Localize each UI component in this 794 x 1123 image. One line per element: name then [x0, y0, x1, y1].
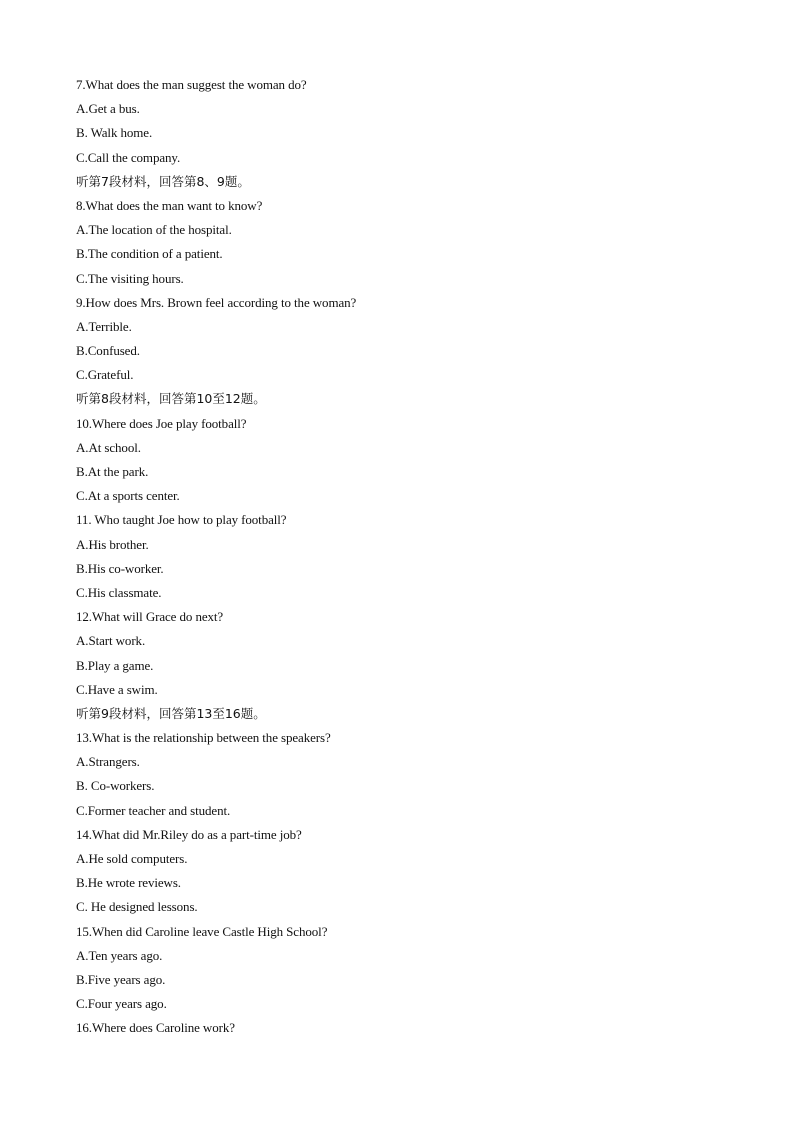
question-text: 8.What does the man want to know? [76, 197, 263, 213]
option-text: A.The location of the hospital. [76, 222, 232, 238]
option-text: A.Terrible. [76, 318, 132, 334]
option-text: C.Former teacher and student. [76, 802, 231, 818]
option-text: A.Ten years ago. [76, 947, 163, 963]
option-text: C.The visiting hours. [76, 270, 184, 286]
option-text: B. Co-workers. [76, 778, 155, 794]
section-instruction: 听第7段材料，回答第8、9题。 [76, 173, 250, 189]
option-text: A.Get a bus. [76, 101, 140, 117]
option-text: A.At school. [76, 439, 141, 455]
question-text: 16.Where does Caroline work? [76, 1020, 235, 1036]
question-text: 10.Where does Joe play football? [76, 415, 247, 431]
document-page [76, 73, 756, 1041]
option-text: B.The condition of a patient. [76, 246, 223, 262]
option-text: A.His brother. [76, 536, 149, 552]
option-text: C.Grateful. [76, 367, 134, 383]
question-text: 9.How does Mrs. Brown feel according to the woman? [76, 294, 357, 310]
option-text: C.His classmate. [76, 584, 162, 600]
option-text: B.Play a game. [76, 657, 154, 673]
option-text: C.Four years ago. [76, 996, 167, 1012]
option-text: C.Call the company. [76, 149, 181, 165]
option-text: B.He wrote reviews. [76, 875, 181, 891]
section-instruction: 听第9段材料，回答第13至16题。 [76, 705, 266, 721]
option-text: A.Start work. [76, 633, 146, 649]
option-text: C.Have a swim. [76, 681, 158, 697]
option-text: B.Confused. [76, 343, 140, 359]
question-text: 12.What will Grace do next? [76, 609, 224, 625]
option-text: C.At a sports center. [76, 488, 180, 504]
question-text: 7.What does the man suggest the woman do? [76, 77, 307, 92]
option-text: A.He sold computers. [76, 851, 188, 866]
question-text: 15.When did Caroline leave Castle High School? [76, 923, 328, 939]
option-text: A.Strangers. [76, 754, 140, 770]
question-text: 13.What is the relationship between the speakers? [76, 730, 331, 746]
option-text: B.His co-worker. [76, 560, 164, 576]
option-text: B.At the park. [76, 464, 149, 479]
section-instruction: 听第8段材料，回答第10至12题。 [76, 391, 266, 407]
question-text: 14.What did Mr.Riley do as a part-time job? [76, 826, 302, 842]
question-text: 11. Who taught Joe how to play football? [76, 512, 287, 528]
option-text: B. Walk home. [76, 125, 153, 141]
option-text: C. He designed lessons. [76, 899, 198, 915]
option-text: B.Five years ago. [76, 971, 166, 987]
